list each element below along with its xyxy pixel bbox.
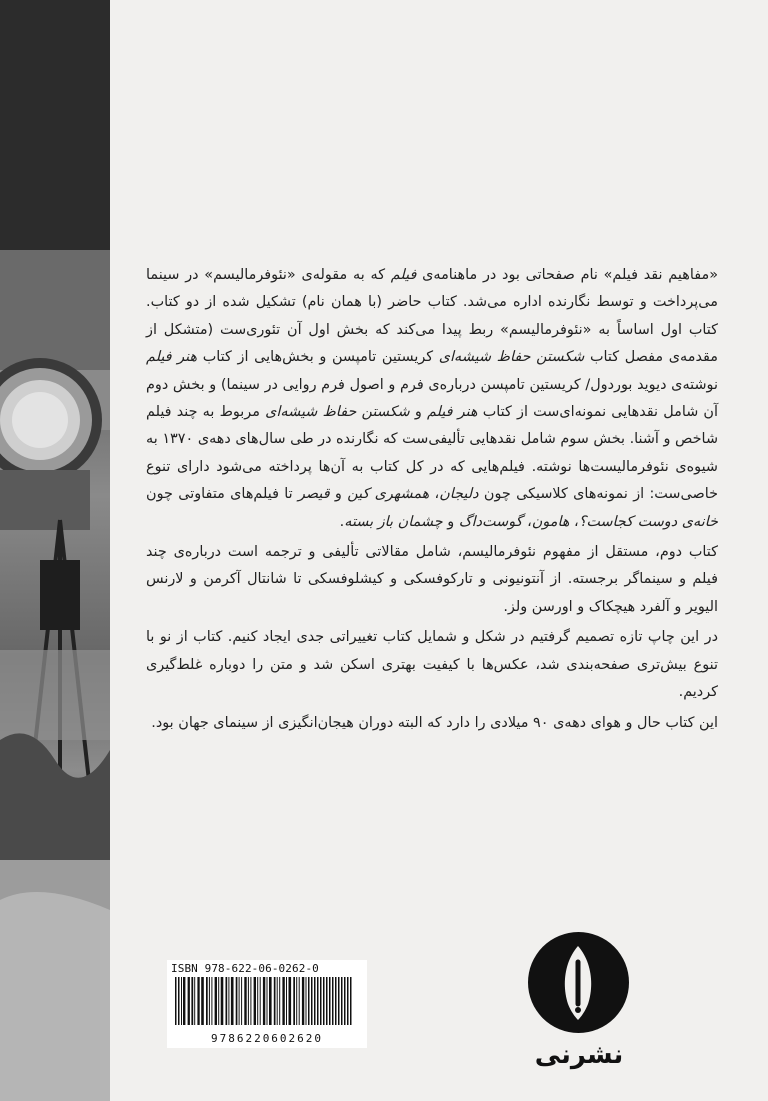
barcode-digits: 9786220602620 — [210, 1032, 324, 1045]
barcode-bar — [226, 977, 228, 1025]
text-run: تا فیلم‌های متفاوتی چون — [146, 486, 298, 503]
spotlight-photo — [0, 0, 110, 1101]
barcode-bar — [218, 977, 219, 1025]
barcode-bar — [183, 977, 185, 1025]
barcode-bar — [269, 977, 272, 1025]
title-reference: گوست‌داگ — [458, 513, 523, 530]
barcode-bar — [197, 977, 199, 1025]
barcode-bar — [263, 977, 265, 1025]
barcode-bars — [175, 977, 359, 1025]
barcode-bar — [347, 977, 349, 1025]
text-run: این کتاب حال و هوای دهه‌ی ۹۰ میلادی را دارد که البته دوران هیجان‌انگیزی از سینمای جهان بود. — [151, 714, 718, 731]
barcode-bar — [335, 977, 337, 1025]
barcode-bar — [201, 977, 204, 1025]
title-reference: هامون — [531, 513, 570, 530]
text-run: نوشته‌ی دیوید بوردول/ کریستین تامپسن درباره‌ی فرم و اصول فرم روایی در سینما) و بخش دوم آن شامل نقدهایی نمونه‌ای‌ست از کتاب — [146, 376, 718, 421]
title-reference: هنر فیلم — [146, 349, 198, 366]
barcode-bar — [215, 977, 217, 1025]
paragraph-4 — [146, 710, 718, 737]
title-reference: دلیجان — [439, 486, 479, 503]
text-run: و — [329, 486, 348, 503]
text-run: کتاب دوم، مستقل از مفهوم نئوفرمالیسم، شامل مقالاتی تألیفی و ترجمه است درباره‌ی چند فیلم و سینماگر برجسته. از آنتونیونی و تارکوفسکی و کیشلوفسکی تا شانتال آکرمن و لارنس الیویر و آلفرد هیچکاک و اورسن ولز. — [146, 544, 718, 615]
paragraph-2 — [146, 539, 718, 621]
barcode-bar — [194, 977, 195, 1025]
barcode-bar — [188, 977, 190, 1025]
barcode-bar — [209, 977, 210, 1025]
text-run: ، — [429, 486, 440, 503]
barcode-bar — [181, 977, 182, 1025]
title-reference: همشهری کین — [347, 486, 430, 503]
barcode-bar — [257, 977, 258, 1025]
barcode-bar — [260, 977, 261, 1025]
barcode-bar — [241, 977, 242, 1025]
title-reference: قیصر — [297, 486, 330, 503]
barcode-bar — [311, 977, 313, 1025]
barcode-bar — [308, 977, 310, 1025]
barcode-bar — [236, 977, 238, 1025]
barcode-bar — [178, 977, 180, 1025]
cover-photo-strip — [0, 0, 110, 1101]
barcode-bar — [175, 977, 177, 1025]
barcode-bar — [341, 977, 343, 1025]
title-reference: خانه‌ی دوست کجاست؟ — [578, 513, 718, 530]
barcode-bar — [279, 977, 280, 1025]
paragraph-1 — [146, 262, 718, 536]
text-run: که به مقوله‌ی «نئوفرمالیسم» در سینما می‌پرداخت و توسط نگارنده اداره می‌شد. کتاب حاضر (با همان نام) تشکیل شده از دو کتاب. کتاب اول اساساً به «نئوفرمالیسم» ربط پیدا می‌کند که بخش اول آن تئوری‌ست (متشکل از مقدمه‌ی مفصل کتاب — [146, 267, 718, 366]
reed-pen-logo-icon — [528, 932, 629, 1033]
text-run: ، — [569, 513, 579, 530]
isbn-label: ISBN 978-622-06-0262-0 — [171, 962, 319, 975]
paragraph-3 — [146, 624, 718, 706]
barcode-bar — [282, 977, 284, 1025]
barcode-bar — [299, 977, 300, 1025]
title-reference: چشمان باز بسته — [344, 513, 443, 530]
barcode-bar — [231, 977, 234, 1025]
title-reference: فیلم — [390, 267, 417, 283]
barcode-bar — [211, 977, 212, 1025]
barcode-bar — [332, 977, 334, 1025]
barcode-bar — [221, 977, 224, 1025]
barcode-bar — [296, 977, 297, 1025]
barcode-bar — [338, 977, 340, 1025]
text-run: کریستین تامپسن و بخش‌هایی از کتاب — [197, 349, 439, 366]
publisher-logo — [528, 932, 629, 1033]
text-run: . — [339, 513, 345, 530]
barcode-bar — [239, 977, 240, 1025]
title-reference: شکستن حفاظ شیشه‌ای — [265, 404, 410, 421]
barcode-bar — [289, 977, 292, 1025]
barcode-bar — [254, 977, 256, 1025]
text-run: ، — [522, 513, 532, 530]
barcode-bar — [191, 977, 193, 1025]
barcode-bar — [302, 977, 304, 1025]
barcode-bar — [293, 977, 295, 1025]
text-run: مربوط به چند فیلم شاخص و آشنا. بخش سوم شامل نقدهایی تألیفی‌ست که نگارنده در طی سال‌های دهه‌ی ۱۳۷۰ به شیوه‌ی نئوفرمالیست‌ها نوشته. فیلم‌هایی که در کل کتاب به آن‌ها پرداخته می‌شود دارای تنوع خاصی‌ست: از نمونه‌های کلاسیکی چون — [146, 404, 719, 503]
barcode-bar — [277, 977, 278, 1025]
barcode-bar — [344, 977, 346, 1025]
title-reference: شکستن حفاظ شیشه‌ای — [438, 349, 585, 366]
text-run: و — [442, 513, 459, 530]
isbn-barcode — [167, 960, 367, 1048]
publisher-name: نشرنی — [534, 1040, 624, 1070]
barcode-bar — [323, 977, 325, 1025]
back-cover-text — [146, 262, 718, 740]
text-run: در این چاپ تازه تصمیم گرفتیم در شکل و شمایل کتاب تغییراتی جدی ایجاد کنیم. کتاب از نو با تنوع بیش‌تری صفحه‌بندی شد، عکس‌ها با کیفیت بهتری اسکن شد و متن را دوباره غلط‌گیری کردیم. — [146, 629, 718, 701]
barcode-bar — [267, 977, 268, 1025]
text-run: و — [409, 404, 427, 421]
barcode-bar — [206, 977, 208, 1025]
barcode-bar — [350, 977, 352, 1025]
barcode-bar — [228, 977, 229, 1025]
barcode-bar — [314, 977, 316, 1025]
barcode-bar — [320, 977, 322, 1025]
barcode-bar — [326, 977, 328, 1025]
barcode-bar — [250, 977, 251, 1025]
barcode-bar — [286, 977, 287, 1025]
barcode-bar — [244, 977, 246, 1025]
barcode-bar — [248, 977, 249, 1025]
title-reference: هنر فیلم — [426, 404, 478, 421]
barcode-bar — [274, 977, 276, 1025]
barcode-bar — [317, 977, 319, 1025]
barcode-bar — [329, 977, 331, 1025]
barcode-bar — [306, 977, 307, 1025]
text-run: «مفاهیم نقد فیلم» نام صفحاتی بود در ماهنامه‌ی — [416, 267, 718, 283]
